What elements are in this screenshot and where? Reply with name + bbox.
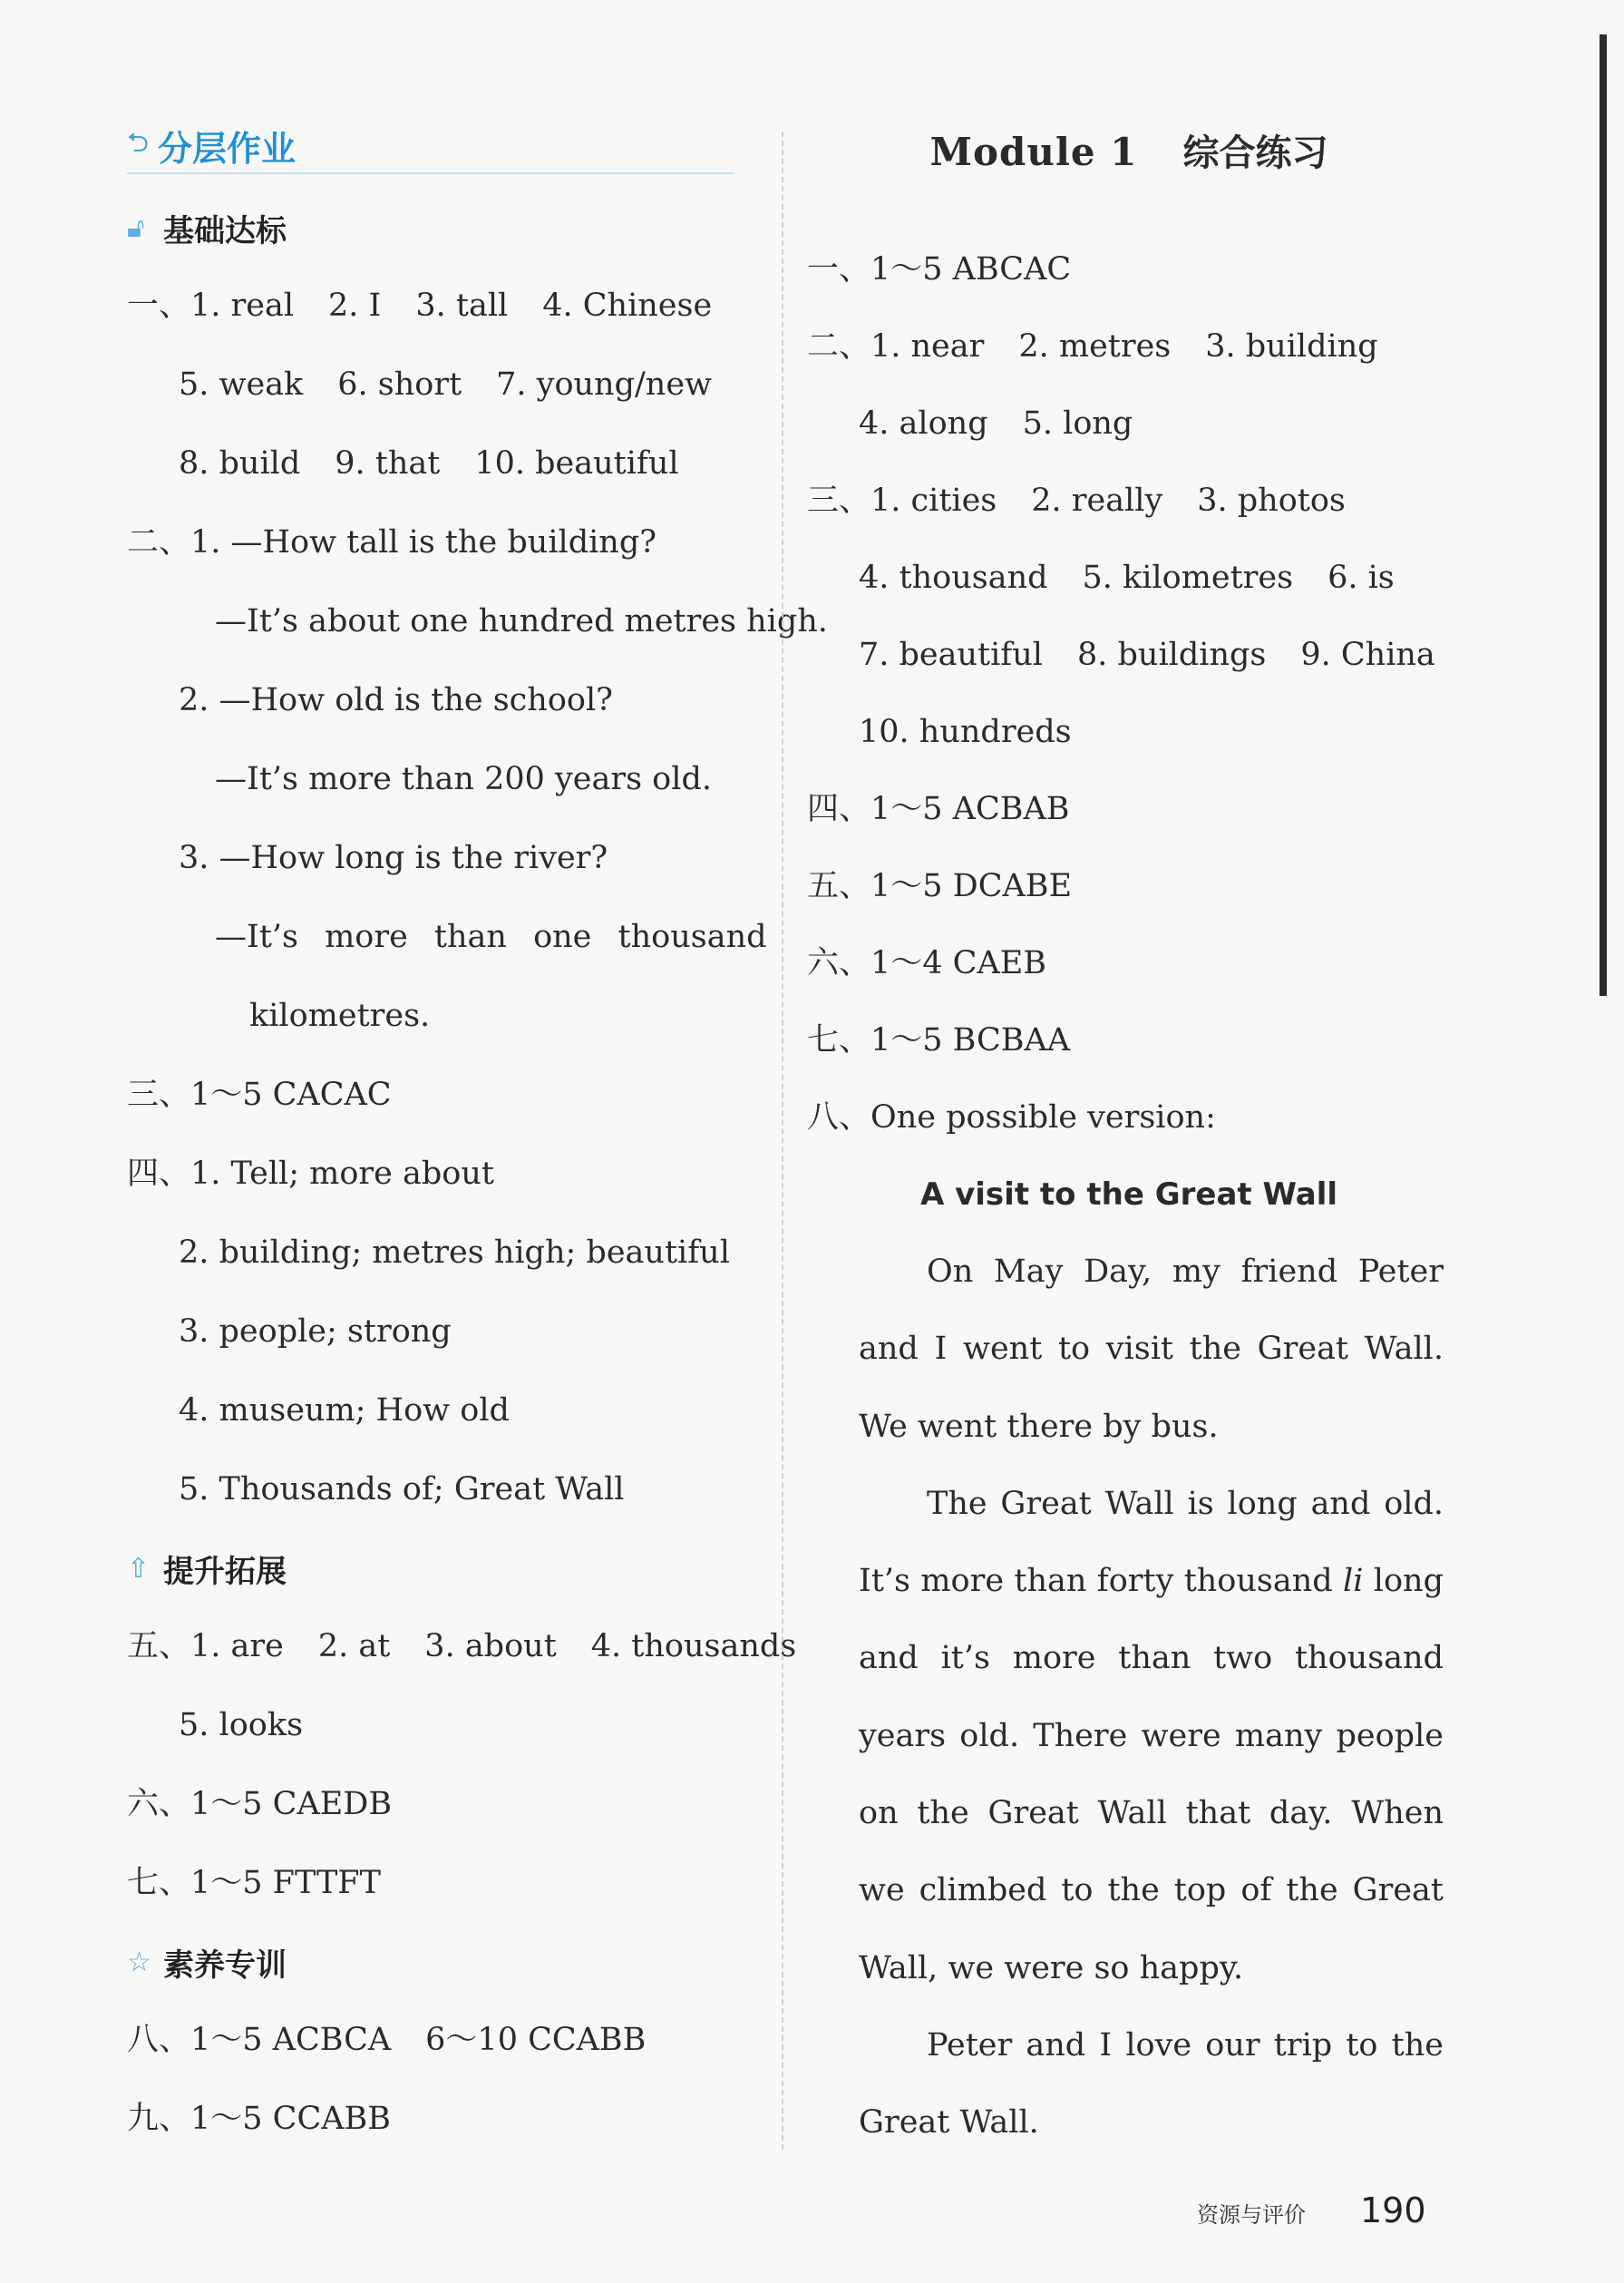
answer-line: 七、1～5 FTTFT xyxy=(127,1865,381,1901)
section-basic: 🔓︎ 基础达标 xyxy=(127,211,287,249)
answer-line: 五、1. are 2. at 3. about 4. thousands xyxy=(127,1628,797,1664)
answer-line: 2. —How old is the school? xyxy=(179,682,613,718)
answer-line: 3. —How long is the river? xyxy=(179,840,608,876)
right-column xyxy=(807,118,1451,2162)
answer-line: 四、1～5 ACBAB xyxy=(807,791,1070,827)
answer-line: 三、1～5 CACAC xyxy=(127,1077,392,1113)
answer-line: 六、1～5 CAEDB xyxy=(127,1786,393,1822)
answer-line: 8. build 9. that 10. beautiful xyxy=(179,445,679,482)
page-footer xyxy=(1197,2190,1426,2230)
column-divider xyxy=(782,132,783,2150)
answer-line: 九、1～5 CCABB xyxy=(127,2101,391,2137)
answer-line: kilometres. xyxy=(249,998,431,1034)
answer-line: 5. weak 6. short 7. young/new xyxy=(179,366,713,403)
answer-line: 八、One possible version: xyxy=(807,1099,1216,1136)
lock-icon: 🔓︎ xyxy=(127,211,145,244)
essay-title: A visit to the Great Wall xyxy=(919,1176,1338,1213)
section-literacy: ☆ 素养专训 xyxy=(127,1946,287,1984)
layered-homework-header xyxy=(127,118,734,174)
answer-line: 一、1～5 ABCAC xyxy=(807,251,1072,288)
answer-line: 四、1. Tell; more about xyxy=(127,1156,494,1192)
answer-line: —It’s about one hundred metres high. xyxy=(215,603,828,639)
star-icon: ☆ xyxy=(127,1946,151,1978)
answer-line: 10. hundreds xyxy=(859,714,1072,750)
answer-line: 六、1～4 CAEB xyxy=(807,945,1046,981)
answer-line: 一、1. real 2. I 3. tall 4. Chinese xyxy=(127,288,713,324)
header-title: 分层作业 xyxy=(158,128,297,169)
answer-line: 5. looks xyxy=(179,1707,304,1743)
footer-subtitle: 资源与评价 xyxy=(1197,2202,1306,2228)
essay-paragraph: On May Day, my friend Peter and I went to visit the Great Wall. We went there by bus. xyxy=(859,1254,1444,1445)
answer-line: 5. Thousands of; Great Wall xyxy=(179,1471,625,1507)
answer-line: 4. along 5. long xyxy=(859,405,1133,442)
answer-line: 4. museum; How old xyxy=(179,1392,510,1429)
answer-line: —It’s more than 200 years old. xyxy=(215,761,712,797)
answer-line: 二、1. —How tall is the building? xyxy=(127,524,657,561)
section-advance: ⇧ 提升拓展 xyxy=(127,1552,287,1590)
answer-line: 3. people; strong xyxy=(179,1313,452,1350)
module-title: Module 1 综合练习 xyxy=(929,130,1328,174)
answer-line: 2. building; metres high; beautiful xyxy=(179,1234,730,1271)
page-number: 190 xyxy=(1360,2190,1426,2230)
answer-line: 七、1～5 BCBAA xyxy=(807,1022,1071,1059)
answer-line: 八、1～5 ACBCA 6～10 CCABB xyxy=(127,2022,647,2058)
answer-line: —It’s more than one thousand xyxy=(215,919,767,955)
bookmark-icon: ⮌ xyxy=(127,126,150,159)
answer-line: 三、1. cities 2. really 3. photos xyxy=(807,483,1346,519)
left-column xyxy=(127,118,828,2159)
answer-line: 五、1～5 DCABE xyxy=(807,868,1073,904)
essay-body xyxy=(807,1234,1444,2162)
answer-line: 二、1. near 2. metres 3. building xyxy=(807,328,1378,365)
edge-bar xyxy=(1600,34,1607,996)
answer-line: 4. thousand 5. kilometres 6. is xyxy=(859,560,1395,596)
essay-paragraph: Peter and I love our trip to the Great Wall. xyxy=(859,2026,1444,2142)
up-arrow-icon: ⇧ xyxy=(127,1552,151,1585)
answer-line: 7. beautiful 8. buildings 9. China xyxy=(859,637,1435,673)
essay-paragraph: The Great Wall is long and old. It’s more than forty thousand li long and it’s more than two thousand years old. There were many people on the Great Wall that day. When we climbed to the top of the Great Wall, we were so happy. xyxy=(859,1485,1444,1986)
